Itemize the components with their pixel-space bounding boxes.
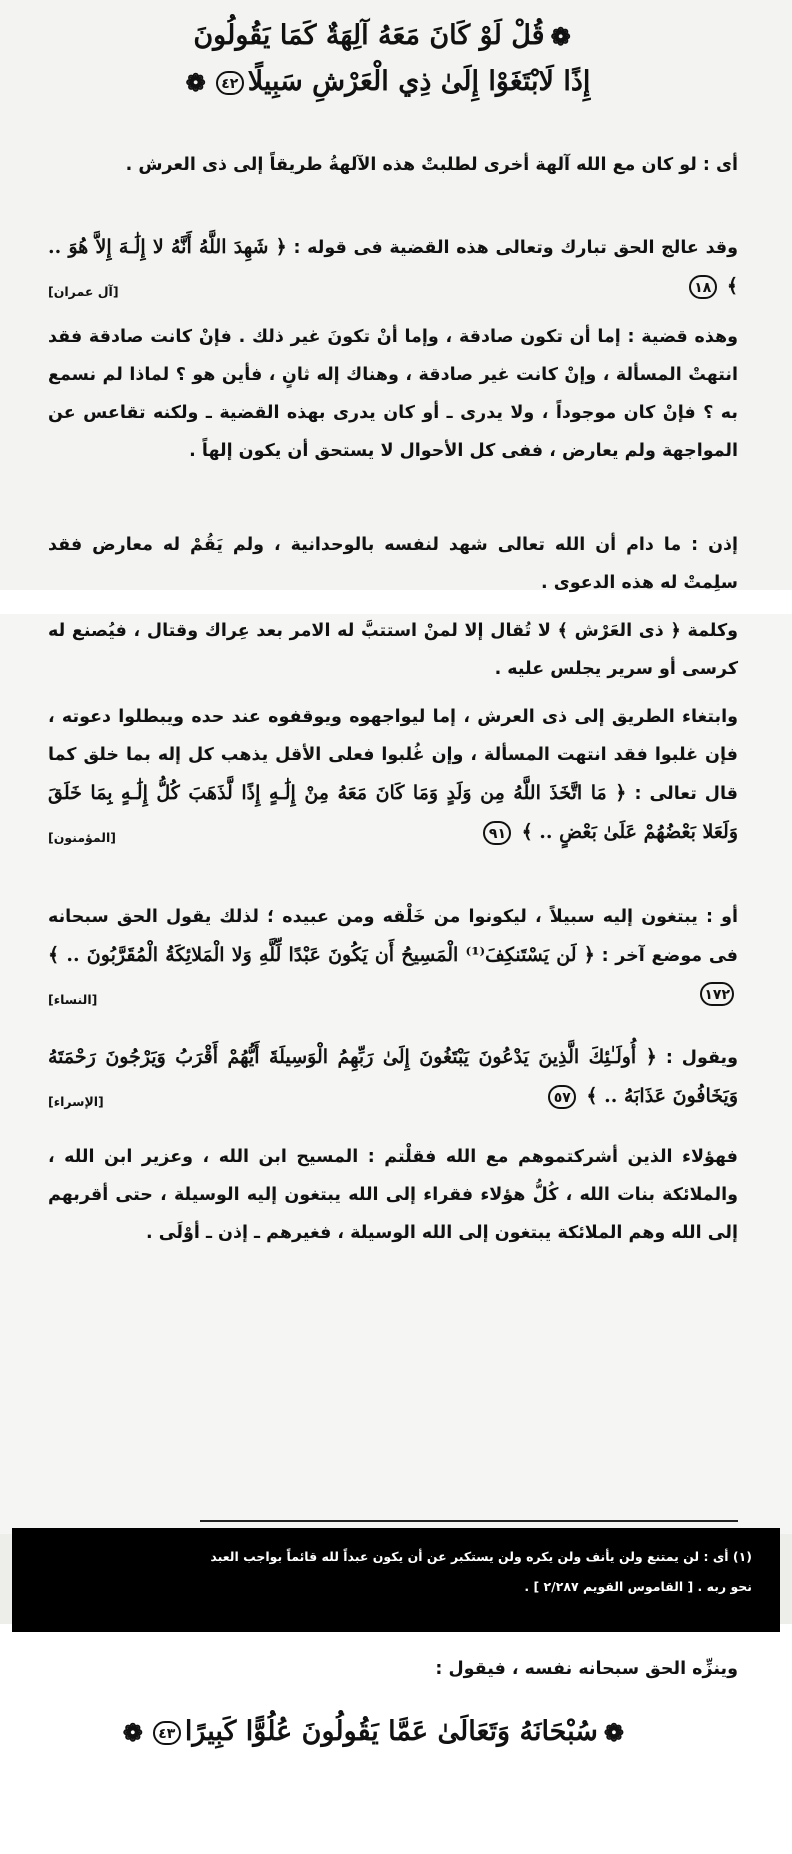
ornament-icon: ❁ [185, 67, 206, 97]
verse-number: ٤٢ [216, 71, 244, 95]
ornament-icon: ❁ [603, 1717, 624, 1747]
verse-top-line1: ❁قُلْ لَوْ كَانَ مَعَهُ آلِهَةٌ كَمَا يَقُولُونَ [150, 16, 620, 57]
quran-quote: ﴿ لَن يَسْتَنكِفَ⁽¹⁾ الْمَسِيحُ أَن يَكُونَ عَبْدًا لِّلَّهِ وَلا الْمَلائِكَةُ الْمُقَرَّبُونَ .. ﴾ [48, 944, 595, 966]
surah-reference: [آل عمران] [48, 284, 119, 299]
verse-top-line2: إِذًا لَابْتَغَوْا إِلَىٰ ذِي الْعَرْشِ سَبِيلًا٤٢❁ [150, 62, 620, 103]
paragraph-9: فهؤلاء الذين أشركتموهم مع الله فقلْتم : المسيح ابن الله ، وعزير ابن الله ، والملائكة بنات الله ، كُلُّ هؤلاء فقراء إلى الله يبتغون إليه الوسيلة ، حتى أقربهم إلى الله وهم الملائكة يبتغون إلى الله الوسيلة ، فغيرهم ـ إذن ـ أوْلَى . [48, 1147, 738, 1243]
paragraph-7: أو : يبتغون إليه سبيلاً ، ليكونوا من خَلْقه ومن عبيده ؛ لذلك يقول الحق سبحانه فى موضع آخر : ﴿ لَن يَسْتَنكِفَ⁽¹⁾ الْمَسِيحُ أَن يَكُونَ عَبْدًا لِّلَّهِ وَلا الْمَلائِكَةُ الْمُقَرَّبُونَ .. ﴾ ١٧٢ [النساء] [48, 898, 738, 1019]
quran-quote: ﴿ مَا اتَّخَذَ اللَّهُ مِن وَلَدٍ وَمَا كَانَ مَعَهُ مِنْ إِلَٰـهٍ إِذًا لَّذَهَبَ كُلُّ إِلَٰـهٍ بِمَا خَلَقَ وَلَعَلا بَعْضُهُمْ عَلَىٰ بَعْضٍ .. ﴾ [48, 782, 738, 843]
paragraph-3: وهذه قضية : إما أن تكون صادقة ، وإما أنْ تكونَ غير ذلك . فإنْ كانت صادقة فقد انتهتْ المسألة ، وإنْ كانت غير صادقة ، وهناك إله ثانٍ ، فأين هو ؟ لماذا لم نسمع به ؟ فإنْ كان موجوداً ، ولا يدرى ـ أو كان يدرى بهذه القضية ـ ولكنه تقاعس عن المواجهة ولم يعارض ، ففى كل الأحوال لا يستحق أن يكون إلهاً . [48, 327, 738, 461]
quran-quote: ﴿ أُولَـٰئِكَ الَّذِينَ يَدْعُونَ يَبْتَغُونَ إِلَىٰ رَبِّهِمُ الْوَسِيلَةَ أَيُّهُمْ أَقْرَبُ وَيَرْجُونَ رَحْمَتَهُ وَيَخَافُونَ عَذَابَهُ .. ﴾ [48, 1046, 738, 1107]
verse-number: ١٧٢ [700, 982, 734, 1006]
footnote-box [12, 1528, 780, 1632]
paragraph-5: وكلمة ﴿ ذى العَرْش ﴾ لا تُقال إلا لمنْ استتبَّ له الامر بعد عِراك وقتال ، فيُصنع له كرسى أو سرير يجلس عليه . [48, 621, 738, 679]
footnote-line-2: نحو ربه . [ القاموس القويم ٢/٢٨٧ ] . [524, 1579, 752, 1594]
surah-reference: [المؤمنون] [48, 830, 116, 845]
verse-number: ٩١ [483, 821, 511, 845]
paragraph-10: وينزِّه الحق سبحانه نفسه ، فيقول : [435, 1659, 738, 1679]
paragraph-1: أى : لو كان مع الله آلهة أخرى لطلبتْ هذه الآلهةُ طريقاً إلى ذى العرش . [125, 155, 738, 175]
verse-number: ٤٣ [153, 1721, 181, 1745]
surah-reference: [النساء] [48, 992, 98, 1007]
paragraph-4: إذن : ما دام أن الله تعالى شهد لنفسه بالوحدانية ، ولم يَقُمْ له معارض فقد سلِمتْ له هذه الدعوى . [48, 535, 738, 593]
verse-bottom: ❁سُبْحَانَهُ وَتَعَالَىٰ عَمَّا يَقُولُونَ عُلُوًّا كَبِيرًا٤٣❁ [140, 1712, 630, 1753]
ornament-icon: ❁ [122, 1717, 143, 1747]
footnote-divider [200, 1520, 738, 1522]
surah-reference: [الإسراء] [48, 1094, 104, 1109]
verse-number: ١٨ [689, 275, 717, 299]
paragraph-2: وقد عالج الحق تبارك وتعالى هذه القضية فى قوله : ﴿ شَهِدَ اللَّهُ أَنَّهُ لا إِلَٰـهَ إِلاَّ هُوَ .. ﴾ ١٨ [آل عمران] [48, 228, 738, 311]
paragraph-6: وابتغاء الطريق إلى ذى العرش ، إما ليواجهوه ويوقفوه عند حده ويبطلوا دعوته ، فإن غلبوا فقد انتهت المسألة ، وإن غُلبوا فعلى الأقل يذهب كل إله بما خلق كما قال تعالى : ﴿ مَا اتَّخَذَ اللَّهُ مِن وَلَدٍ وَمَا كَانَ مَعَهُ مِنْ إِلَٰـهٍ إِذًا لَّذَهَبَ كُلُّ إِلَٰـهٍ بِمَا خَلَقَ وَلَعَلا بَعْضُهُمْ عَلَىٰ بَعْضٍ .. ﴾ ٩١ [المؤمنون] [48, 698, 738, 857]
paragraph-8: ويقول : ﴿ أُولَـٰئِكَ الَّذِينَ يَدْعُونَ يَبْتَغُونَ إِلَىٰ رَبِّهِمُ الْوَسِيلَةَ أَيُّهُمْ أَقْرَبُ وَيَرْجُونَ رَحْمَتَهُ وَيَخَافُونَ عَذَابَهُ .. ﴾ ٥٧ [الإسراء] [48, 1038, 738, 1121]
verse-number: ٥٧ [548, 1085, 576, 1109]
ornament-icon: ❁ [550, 21, 571, 51]
quran-quote: ﴿ شَهِدَ اللَّهُ أَنَّهُ لا إِلَٰـهَ إِلاَّ هُوَ .. ﴾ [48, 236, 738, 297]
footnote-line-1: (١) أى : لن يمتنع ولن يأنف ولن يكره ولن يستكبر عن أن يكون عبداً لله قائماً بواجب العبد [210, 1549, 752, 1564]
